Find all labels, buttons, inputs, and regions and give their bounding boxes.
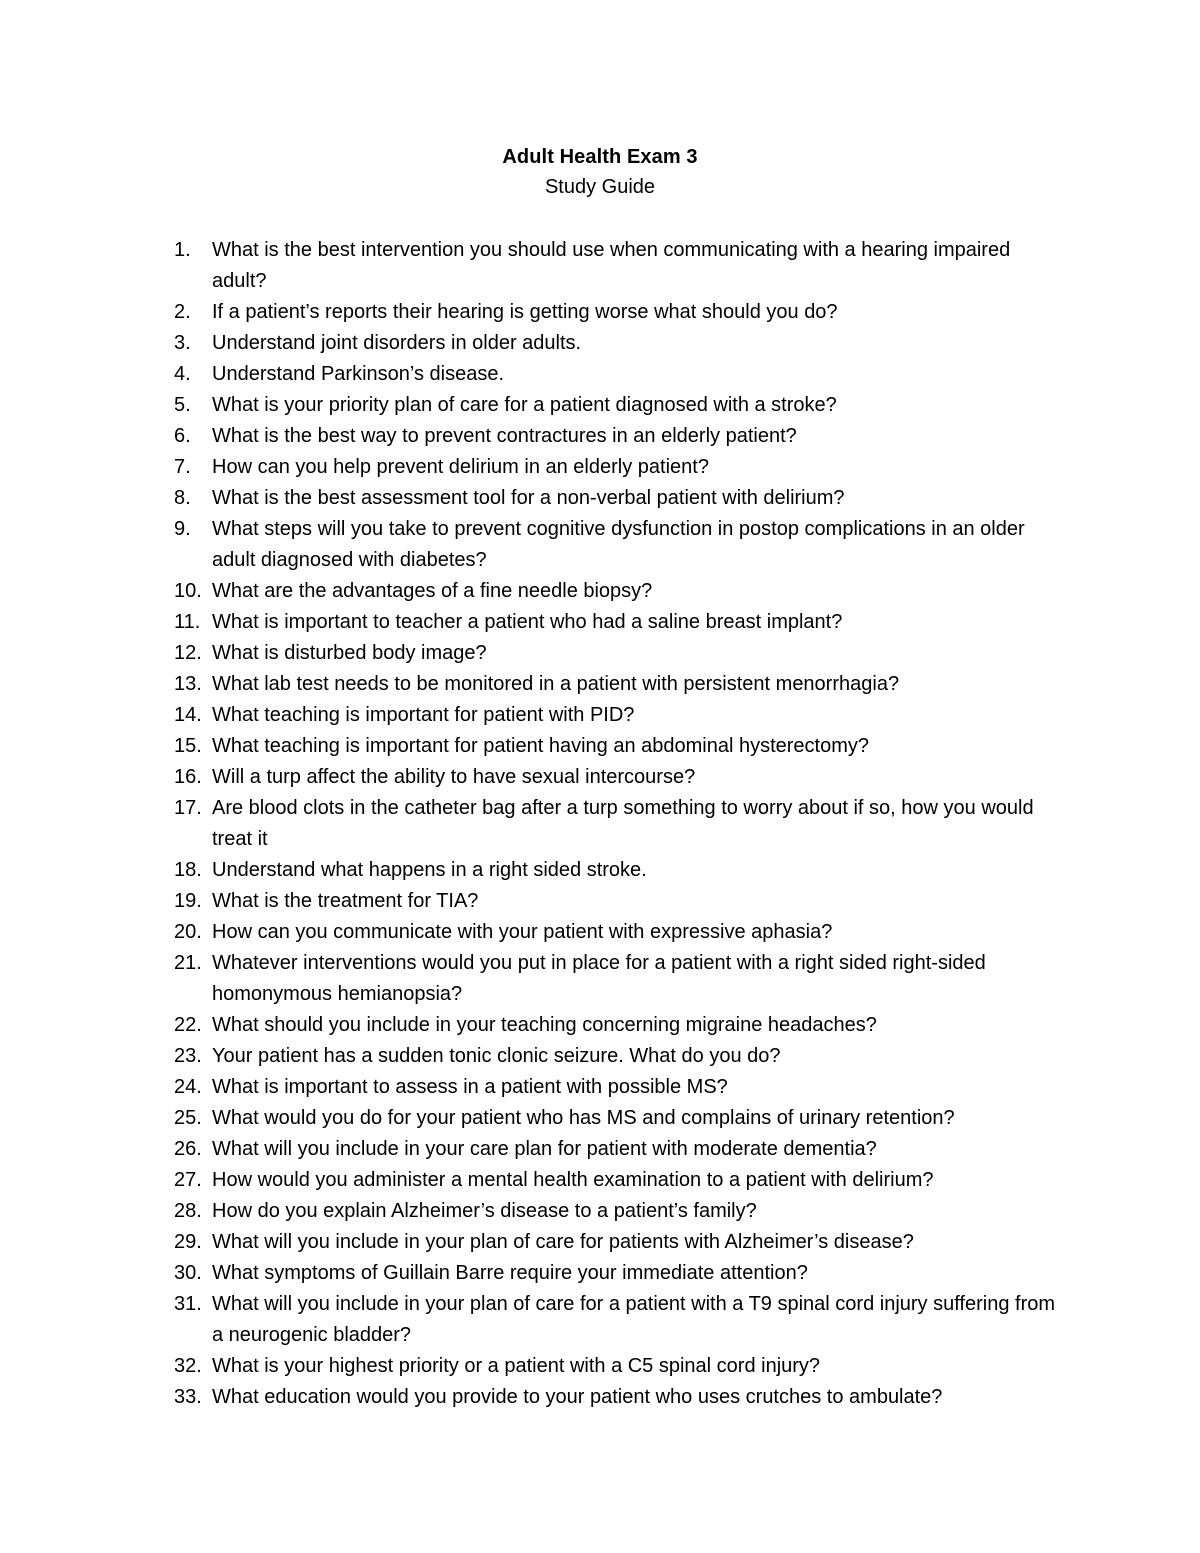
question-item [174, 700, 1064, 731]
question-number: 17. [174, 797, 202, 819]
question-text: What is disturbed body image? [212, 642, 487, 664]
question-item [174, 1227, 1064, 1258]
question-number: 29. [174, 1231, 202, 1253]
question-text: How would you administer a mental health examination to a patient with delirium? [212, 1169, 934, 1191]
question-item [174, 793, 1064, 855]
question-number: 18. [174, 859, 202, 881]
question-item [174, 359, 1064, 390]
question-text: What steps will you take to prevent cognitive dysfunction in postop complications in an older adult diagnosed with diabetes? [212, 518, 1025, 571]
question-text: Will a turp affect the ability to have sexual intercourse? [212, 766, 696, 788]
question-item [174, 948, 1064, 1010]
question-number: 25. [174, 1107, 202, 1129]
question-text: What will you include in your care plan for patient with moderate dementia? [212, 1138, 877, 1160]
question-number: 11. [174, 611, 201, 633]
question-text: What should you include in your teaching concerning migraine headaches? [212, 1014, 877, 1036]
question-text: Are blood clots in the catheter bag after a turp something to worry about if so, how you would treat it [212, 797, 1034, 850]
question-text: What are the advantages of a fine needle biopsy? [212, 580, 653, 602]
question-number: 30. [174, 1262, 202, 1284]
question-number: 27. [174, 1169, 202, 1191]
question-text: What is the treatment for TIA? [212, 890, 479, 912]
question-item [174, 1258, 1064, 1289]
question-number: 22. [174, 1014, 202, 1036]
question-item [174, 328, 1064, 359]
question-number: 5. [174, 394, 191, 416]
question-item [174, 917, 1064, 948]
question-item [174, 762, 1064, 793]
question-number: 14. [174, 704, 202, 726]
question-text: What will you include in your plan of care for a patient with a T9 spinal cord injury suffering from a neurogenic bladder? [212, 1293, 1056, 1346]
question-text: What education would you provide to your patient who uses crutches to ambulate? [212, 1386, 943, 1408]
question-text: What is the best assessment tool for a non-verbal patient with delirium? [212, 487, 845, 509]
question-item [174, 576, 1064, 607]
question-item [174, 1289, 1064, 1351]
question-text: Understand what happens in a right sided stroke. [212, 859, 647, 881]
question-number: 19. [174, 890, 202, 912]
question-item [174, 514, 1064, 576]
question-text: What is the best intervention you should use when communicating with a hearing impaired adult? [212, 239, 1011, 292]
question-number: 33. [174, 1386, 202, 1408]
question-text: How do you explain Alzheimer’s disease to a patient’s family? [212, 1200, 757, 1222]
question-text: How can you help prevent delirium in an elderly patient? [212, 456, 709, 478]
question-text: What lab test needs to be monitored in a patient with persistent menorrhagia? [212, 673, 900, 695]
question-number: 28. [174, 1200, 202, 1222]
question-text: Understand Parkinson’s disease. [212, 363, 505, 385]
question-text: What is your priority plan of care for a patient diagnosed with a stroke? [212, 394, 837, 416]
question-item [174, 452, 1064, 483]
question-number: 2. [174, 301, 191, 323]
question-number: 7. [174, 456, 191, 478]
question-number: 32. [174, 1355, 202, 1377]
question-number: 13. [174, 673, 202, 695]
question-item [174, 1041, 1064, 1072]
question-number: 6. [174, 425, 191, 447]
question-item [174, 607, 1064, 638]
question-item [174, 421, 1064, 452]
question-item [174, 1010, 1064, 1041]
question-number: 15. [174, 735, 202, 757]
question-number: 16. [174, 766, 202, 788]
question-item [174, 669, 1064, 700]
question-text: What is the best way to prevent contractures in an elderly patient? [212, 425, 797, 447]
question-item [174, 1134, 1064, 1165]
question-number: 21. [174, 952, 202, 974]
question-text: Whatever interventions would you put in place for a patient with a right sided right-sided homonymous hemianopsia? [212, 952, 986, 1005]
question-item [174, 1103, 1064, 1134]
document-subtitle: Study Guide [544, 176, 656, 198]
question-text: What is your highest priority or a patient with a C5 spinal cord injury? [212, 1355, 821, 1377]
question-text: Understand joint disorders in older adults. [212, 332, 582, 354]
question-number: 3. [174, 332, 191, 354]
question-number: 26. [174, 1138, 202, 1160]
question-text: What is important to teacher a patient who had a saline breast implant? [212, 611, 843, 633]
question-number: 20. [174, 921, 202, 943]
question-text: What would you do for your patient who has MS and complains of urinary retention? [212, 1107, 955, 1129]
question-number: 1. [174, 239, 191, 261]
question-item [174, 855, 1064, 886]
question-number: 8. [174, 487, 191, 509]
question-item [174, 235, 1064, 297]
question-item [174, 1165, 1064, 1196]
question-text: What teaching is important for patient with PID? [212, 704, 635, 726]
question-item [174, 1351, 1064, 1382]
question-text: How can you communicate with your patient with expressive aphasia? [212, 921, 833, 943]
question-number: 12. [174, 642, 202, 664]
question-number: 31. [174, 1293, 202, 1315]
question-number: 9. [174, 518, 191, 540]
question-item [174, 731, 1064, 762]
question-list [174, 235, 1064, 1413]
question-number: 24. [174, 1076, 202, 1098]
question-item [174, 1072, 1064, 1103]
question-text: What teaching is important for patient having an abdominal hysterectomy? [212, 735, 870, 757]
document-title: Adult Health Exam 3 [502, 146, 698, 168]
question-number: 23. [174, 1045, 202, 1067]
question-item [174, 638, 1064, 669]
question-text: What symptoms of Guillain Barre require your immediate attention? [212, 1262, 808, 1284]
question-item [174, 483, 1064, 514]
question-item [174, 1382, 1064, 1413]
question-number: 4. [174, 363, 191, 385]
question-number: 10. [174, 580, 202, 602]
question-item [174, 886, 1064, 917]
question-text: What will you include in your plan of care for patients with Alzheimer’s disease? [212, 1231, 914, 1253]
question-item [174, 297, 1064, 328]
question-item [174, 1196, 1064, 1227]
question-text: Your patient has a sudden tonic clonic seizure. What do you do? [212, 1045, 781, 1067]
question-text: What is important to assess in a patient with possible MS? [212, 1076, 728, 1098]
question-item [174, 390, 1064, 421]
question-text: If a patient’s reports their hearing is getting worse what should you do? [212, 301, 838, 323]
